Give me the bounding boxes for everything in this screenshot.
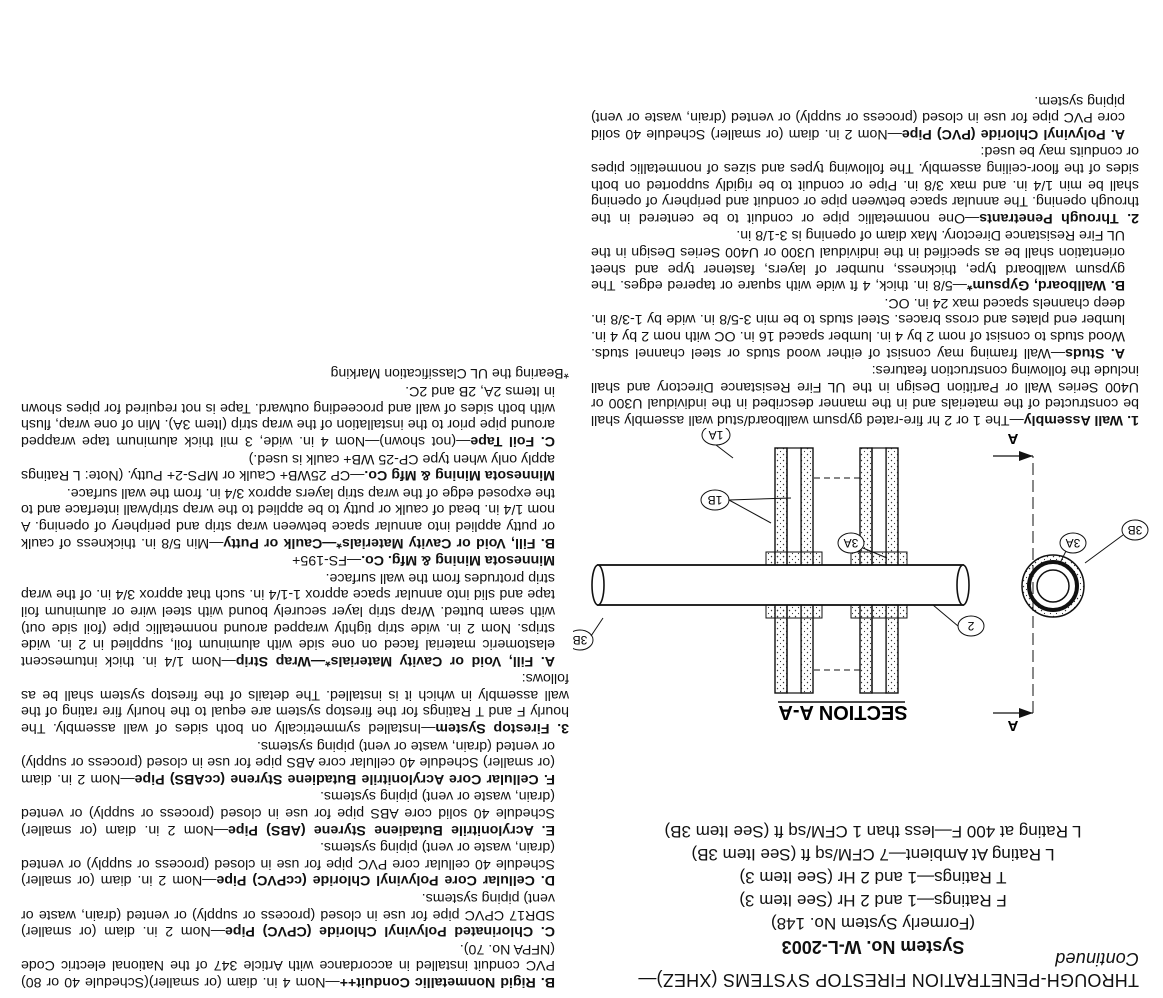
rating-line: T Ratings—1 and 2 Hr (See Item 3) (739, 868, 1007, 887)
header-title: THROUGH-PENETRATION FIRESTOP SYSTEMS (XHEZ) (656, 970, 1139, 990)
callout-3a: 3A (1065, 536, 1081, 550)
spec-item: F. Cellular Core Acrylonitrile Butadiene Styrene (ccABS) Pipe—Nom 2 in. diam (or smaller) Schedule 40 cellular core ABS pipe for use in closed (process or supply) or vented (drain, waste or vent) piping systems. (21, 737, 555, 787)
spec-item: E. Acrylonitrile Butadiene Styrene (ABS) Pipe—Nom 2 in. diam (or smaller) Schedule 40 solid core ABS pipe for use in closed (process or supply) or vented (drain, waste or vent) piping systems. (21, 788, 555, 838)
rating-line: L Rating at 400 F—less than 1 CFM/sq ft (See Item 3B) (664, 822, 1082, 841)
spec-item: 2. Through Penetrants—One nonmetallic pipe or conduit to be centered in the through opening. The annular space between pipe or conduit and periphery of opening shall be min 1/4 in. and max 3/8 in. Pipe or conduit to be rigidly supported on both sides of the floor-ceiling assembly. The following types and sizes of nonmetallic pipes or conduits may be used: (591, 143, 1139, 226)
callout-3a: 3A (843, 536, 859, 550)
header-continued: —Continued (638, 949, 1139, 990)
rating-line: L Rating At Ambient—7 CFM/sq ft (See Item 3B) (691, 845, 1055, 864)
callout-1a: 1A (708, 428, 724, 442)
rating-line: F Ratings—1 and 2 Hr (See Item 3) (739, 891, 1007, 910)
spec-item: D. Cellular Core Polyvinyl Chloride (ccPVC) Pipe—Nom 2 in. diam (or smaller) Schedule 40 cellular core PVC pipe for use in closed (process or supply) or vented (drain, waste or vent) piping systems. (21, 839, 555, 889)
pipe-end-view (1022, 555, 1084, 617)
callout-3b: 3B (1127, 523, 1143, 537)
callout-2: 2 (967, 619, 975, 633)
manufacturer-line: Minnesota Mining & Mfg Co.—CP 25WB+ Caulk or MPS-2+ Putty. (Note: L Ratings apply only when type CP-25 WB+ caulk is used.) (21, 450, 555, 484)
spec-item: B. Fill, Void or Cavity Materials*—Caulk or Putty—Min 5/8 in. thickness of caulk or putty applied into annular space between wrap strip and periphery of opening. A nom 1/4 in. bead of caulk or putty to be applied to the wrap strip/wall interface and to the exposed edge of the wrap strip layers approx 3/4 in. from the wall surface. (21, 484, 555, 551)
spec-item: C. Foil Tape—(not shown)—Nom 4 in. wide, 3 mil thick aluminum tape wrapped around pipe prior to the installation of the wrap strip (Item 3A). Min of one wrap, flush with both sides of wall and proceeding outward. Tape is not required for pipes shown in Items 2A, 2B and 2C. (21, 383, 555, 449)
arrow-label: A (1007, 717, 1019, 734)
section-drawing (573, 428, 1163, 798)
callout-3b: 3B (573, 633, 588, 647)
text-column-left (591, 91, 1139, 428)
arrow-label: A (1007, 430, 1019, 447)
system-formerly: (Formerly System No. 148) (770, 914, 976, 933)
system-number: System No. W-L-2003 (781, 937, 965, 957)
section-label: SECTION A-A (778, 701, 908, 723)
pipe (592, 552, 969, 618)
text-column-right (21, 364, 569, 990)
manufacturer-line: Minnesota Mining & Mfg. Co.—FS-195+ (292, 552, 555, 569)
spec-item: C. Chlorinated Polyvinyl Chloride (CPVC) Pipe—Nom 2 in. diam (or smaller) SDR17 CPVC pipe for use in closed (process or supply) or vented (drain, waste or vent) piping systems. (21, 890, 555, 940)
spec-item: B. Rigid Nonmetallic Conduit++—Nom 4 in. diam (or smaller)(Schedule 40 or 80) PVC conduit installed in accordance with Article 347 of the National electric Code (NFPA No. 70). (20, 940, 555, 990)
spec-item: A. Polyvinyl Chloride (PVC) Pipe—Nom 2 in. diam (or smaller) Schedule 40 solid core PVC pipe for use in closed (process or supply) or vented (drain, waste or vent) piping system. (591, 92, 1125, 142)
spec-item: A. Studs—Wall framing may consist of either wood studs or steel channel studs. Wood studs to consist of nom 2 by 4 in. lumber spaced 16 in. OC with nom 2 by 4 in. lumber end plates and cross braces. Steel studs to be min 3-5/8 in. wide by 1-3/8 in. deep channels spaced max 24 in. OC. (591, 294, 1125, 361)
spec-item: 1. Wall Assembly—The 1 or 2 hr fire-rated gypsum wallboard/stud wall assembly shall be constructed of the materials and in the manner described in the individual U300 or U400 Series Wall or Partition Design in the UL Fire Resistance Directory and shall include the following construction features: (591, 362, 1139, 428)
spec-item: A. Fill, Void or Cavity Materials*—Wrap Strip—Nom 1/4 in. thick intumescent elastomeric material faced on one side with aluminum foil, supplied in 2 in. wide strips. Nom 2 in. wide strip tightly wrapped around nonmetallic pipe (foil side out) with seam butted. Wrap strip layer securely bound with steel wire or aluminum foil tape and slid into annular space approx 1-1/4 in. such that approx 3/4 in. of the wrap strip protrudes from the wall surface. (21, 569, 555, 669)
spec-item: B. Wallboard, Gypsum*—5/8 in. thick, 4 ft wide with square or tapered edges. The gypsum wallboard type, thickness, number of layers, fastener type and sheet orientation shall be as specified in the individual U300 or U400 Series Design in the UL Fire Resistance Directory. Max diam of opening is 3-1/8 in. (591, 227, 1125, 294)
spec-item: 3. Firestop System—Installed symmetrically on both sides of wall assembly. The hourly F and T Ratings for the firestop system are equal to the hourly fire rating of the wall assembly in which it is installed. The details of the firestop system shall be as follows: (21, 670, 569, 737)
callout-1b: 1B (707, 493, 723, 507)
footnote: *Bearing the UL Classification Marking (330, 365, 569, 382)
system-info (583, 820, 1163, 958)
